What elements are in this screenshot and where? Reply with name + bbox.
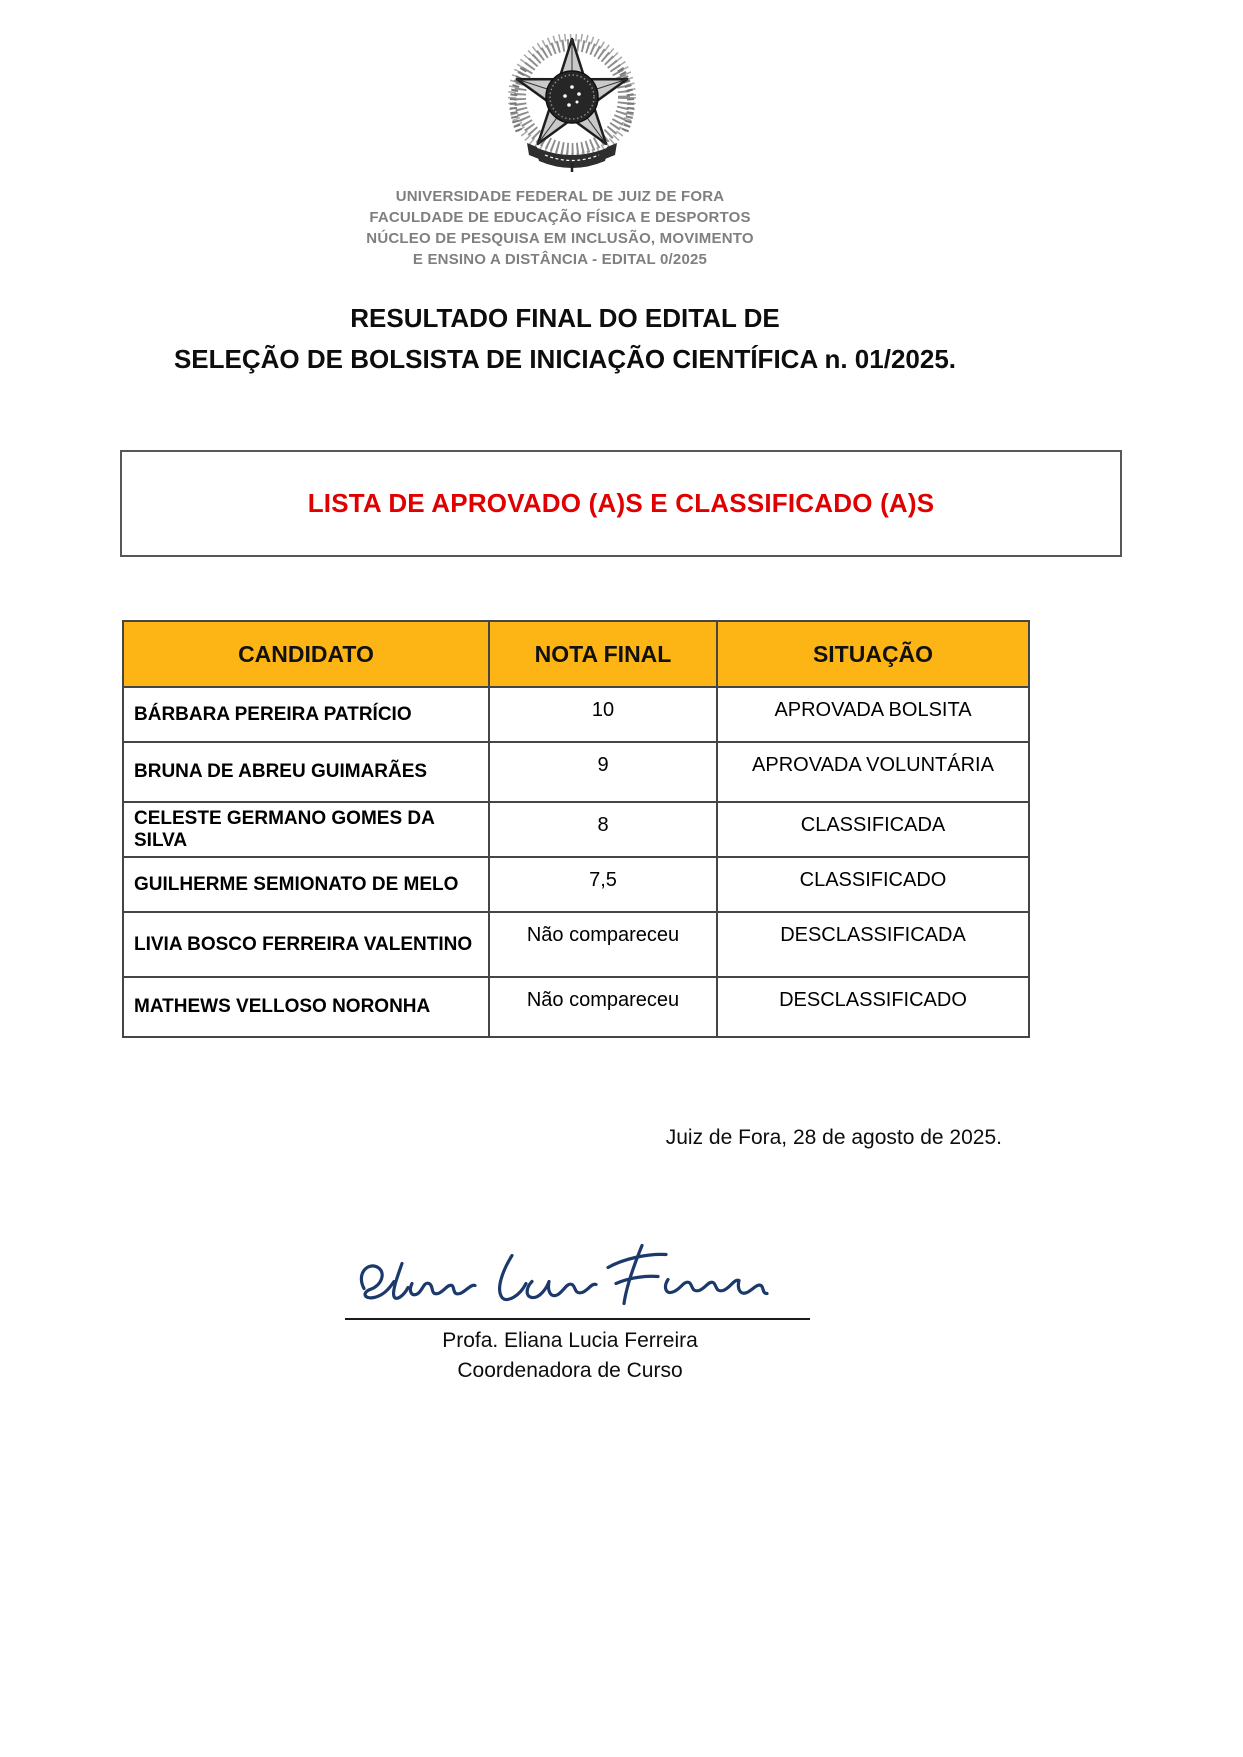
coat-of-arms-icon bbox=[497, 34, 647, 176]
org-line: NÚCLEO DE PESQUISA EM INCLUSÃO, MOVIMENTO bbox=[366, 230, 754, 247]
signer-name: Profa. Eliana Lucia Ferreira bbox=[442, 1329, 698, 1352]
signer-block bbox=[320, 1326, 820, 1386]
cell-nota: Não compareceu bbox=[489, 977, 717, 1037]
results-table-header bbox=[123, 621, 1029, 687]
signature-line bbox=[345, 1318, 810, 1320]
cell-candidato: GUILHERME SEMIONATO DE MELO bbox=[123, 857, 489, 912]
cell-candidato: BÁRBARA PEREIRA PATRÍCIO bbox=[123, 687, 489, 742]
column-header-nota-final: NOTA FINAL bbox=[489, 621, 717, 687]
cell-nota: 7,5 bbox=[489, 857, 717, 912]
cell-situacao: APROVADA VOLUNTÁRIA bbox=[717, 742, 1029, 802]
page-title bbox=[65, 298, 1065, 380]
table-row bbox=[123, 742, 1029, 802]
table-row bbox=[123, 857, 1029, 912]
column-header-situacao: SITUAÇÃO bbox=[717, 621, 1029, 687]
page-title-line-1: RESULTADO FINAL DO EDITAL DE bbox=[350, 303, 780, 333]
column-header-candidato: CANDIDATO bbox=[123, 621, 489, 687]
cell-nota: Não compareceu bbox=[489, 912, 717, 977]
org-line: FACULDADE DE EDUCAÇÃO FÍSICA E DESPORTOS bbox=[369, 209, 751, 226]
signer-role: Coordenadora de Curso bbox=[457, 1359, 683, 1382]
results-table bbox=[122, 620, 1030, 1038]
cell-candidato: MATHEWS VELLOSO NORONHA bbox=[123, 977, 489, 1037]
cell-candidato: CELESTE GERMANO GOMES DA SILVA bbox=[123, 802, 489, 857]
approved-list-banner bbox=[120, 450, 1122, 557]
cell-situacao: APROVADA BOLSITA bbox=[717, 687, 1029, 742]
table-row bbox=[123, 687, 1029, 742]
cell-candidato: BRUNA DE ABREU GUIMARÃES bbox=[123, 742, 489, 802]
cell-candidato: LIVIA BOSCO FERREIRA VALENTINO bbox=[123, 912, 489, 977]
org-header bbox=[60, 186, 1060, 270]
results-table-body bbox=[123, 687, 1029, 1037]
cell-situacao: CLASSIFICADA bbox=[717, 802, 1029, 857]
cell-situacao: DESCLASSIFICADA bbox=[717, 912, 1029, 977]
org-line: UNIVERSIDADE FEDERAL DE JUIZ DE FORA bbox=[395, 188, 725, 205]
approved-list-banner-text: LISTA DE APROVADO (A)S E CLASSIFICADO (A)S bbox=[307, 488, 935, 518]
table-row bbox=[123, 977, 1029, 1037]
cell-situacao: CLASSIFICADO bbox=[717, 857, 1029, 912]
cell-nota: 10 bbox=[489, 687, 717, 742]
cell-nota: 8 bbox=[489, 802, 717, 857]
org-line: E ENSINO A DISTÂNCIA - EDITAL 0/2025 bbox=[412, 251, 708, 268]
page-title-line-2: SELEÇÃO DE BOLSISTA DE INICIAÇÃO CIENTÍFICA n. 01/2025. bbox=[173, 344, 957, 374]
cell-nota: 9 bbox=[489, 742, 717, 802]
dateline: Juiz de Fora, 28 de agosto de 2025. bbox=[665, 1126, 1002, 1149]
signature-icon bbox=[350, 1232, 770, 1320]
table-row bbox=[123, 802, 1029, 857]
header-row bbox=[123, 621, 1029, 687]
cell-situacao: DESCLASSIFICADO bbox=[717, 977, 1029, 1037]
table-row bbox=[123, 912, 1029, 977]
